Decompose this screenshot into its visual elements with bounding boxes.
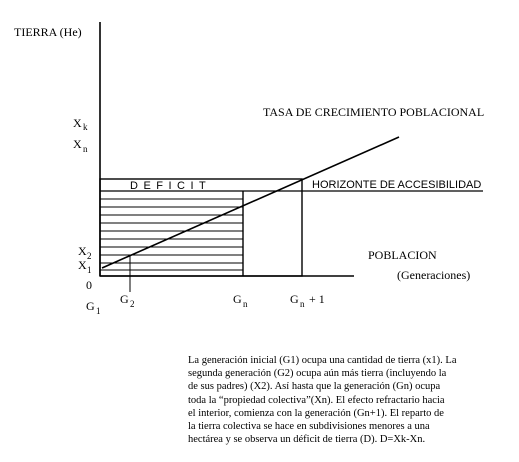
g2-label: G xyxy=(120,292,129,306)
xk-subscript: k xyxy=(83,122,88,132)
caption-line: La generación inicial (G1) ocupa una cantidad de tierra (x1). La xyxy=(188,355,457,366)
g1-label: G xyxy=(86,299,95,313)
gn-subscript: n xyxy=(243,299,248,309)
caption-line: el interior, comienza con la generación (Gn+1). El reparto de xyxy=(188,407,444,419)
g1-subscript: 1 xyxy=(96,306,101,316)
deficit-label: DEFICIT xyxy=(130,180,212,192)
gn1-suffix: + 1 xyxy=(309,292,325,306)
horizon-label: HORIZONTE DE ACCESIBILIDAD xyxy=(312,179,482,191)
x2-subscript: 2 xyxy=(87,251,92,261)
xn-label: X xyxy=(73,137,82,151)
x1-label: X xyxy=(78,258,87,272)
caption-line: segunda generación (G2) ocupa aún más tierra (incluyendo la xyxy=(188,368,447,380)
origin-label: 0 xyxy=(86,278,92,292)
caption-line: de sus padres) (X2). Así hasta que la generación (Gn) ocupa xyxy=(188,381,441,393)
gn-label: G xyxy=(233,292,242,306)
gn1-subscript: n xyxy=(300,299,305,309)
g2-subscript: 2 xyxy=(130,299,135,309)
gn1-label: G xyxy=(290,292,299,306)
xn-subscript: n xyxy=(83,144,88,154)
x1-subscript: 1 xyxy=(87,265,92,275)
x-axis-label: POBLACION xyxy=(368,248,437,262)
x2-label: X xyxy=(78,244,87,258)
growth-rate-label: TASA DE CRECIMIENTO POBLACIONAL xyxy=(263,105,485,119)
xk-label: X xyxy=(73,116,82,130)
caption-line: toda la “propiedad colectiva”(Xn). El efecto refractario hacia xyxy=(188,394,445,406)
caption-paragraph xyxy=(188,354,498,446)
caption-line: la tierra colectiva se hace en subdivisiones menores a una xyxy=(188,421,430,433)
x-axis-sublabel: (Generaciones) xyxy=(397,268,471,282)
y-axis-label: TIERRA (He) xyxy=(14,25,82,39)
caption-line: hectárea y se observa un déficit de tierra (D). D=Xk-Xn. xyxy=(188,434,426,446)
growth-rate-line xyxy=(102,137,399,268)
